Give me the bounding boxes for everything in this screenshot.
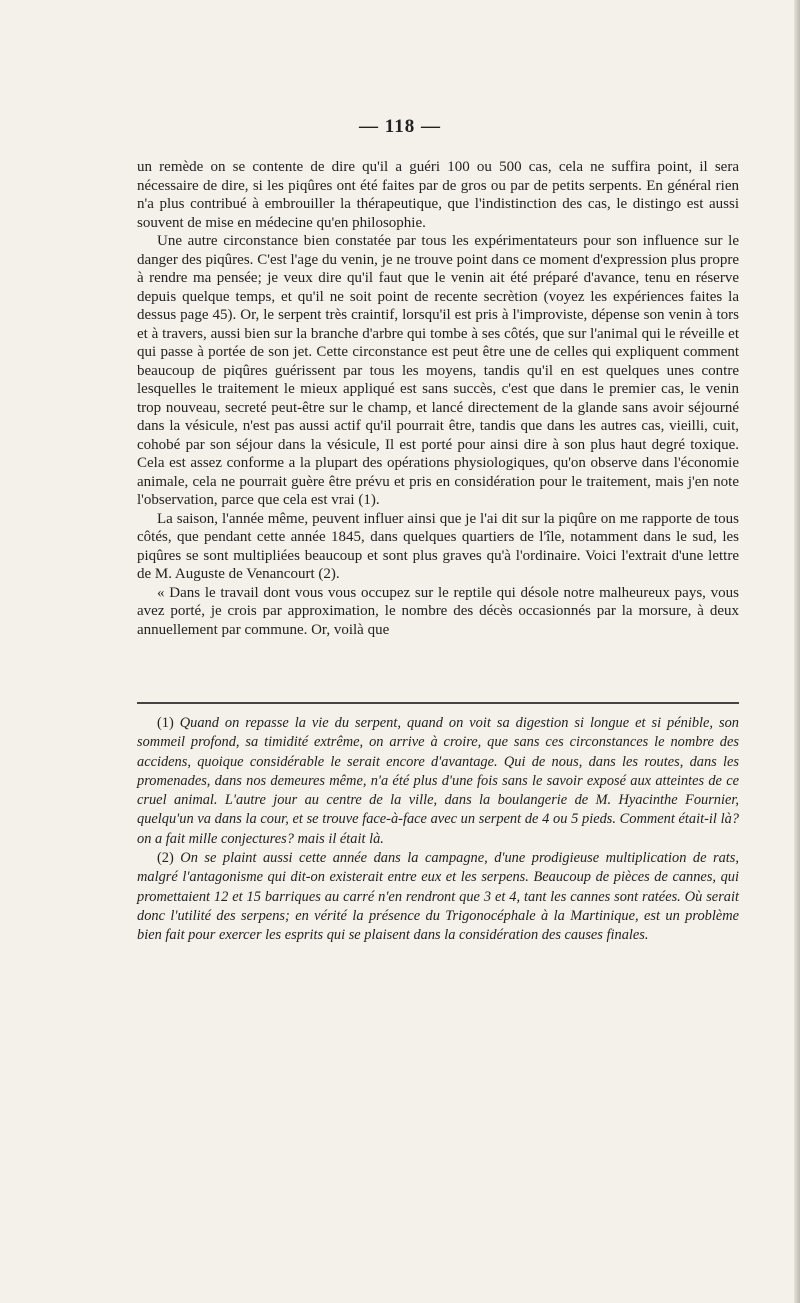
paragraph-1: un remède on se contente de dire qu'il a guéri 100 ou 500 cas, cela ne suffira point, il sera nécessaire de dire, si les piqûres ont été faites par de gros ou par de petits serpents. En général rien n'a plus contribué à embrouiller la thérapeutique, que l'indistinction des cas, le distingo est aussi souvent de mise en médecine qu'en philosophie.	[137, 159, 739, 231]
footnote-divider	[137, 702, 739, 704]
main-text	[137, 158, 739, 639]
footnote-1	[137, 714, 739, 849]
footnote-2	[137, 849, 739, 945]
footnote-1-text: Quand on repasse la vie du serpent, quand on voit sa digestion si longue et si pénible, son sommeil profond, sa timidité extrême, on arrive à croire, que sans ces circonstances le nombre des accidens, quoique considérable le serait encore d'avantage. Qui de nous, dans les routes, dans les promenades, dans nos demeures même, n'a été plus d'une fois sans le savoir exposé aux atteintes de ce cruel animal. L'autre jour au centre de la ville, dans la boulangerie de M. Hyacinthe Fournier, quelqu'un va dans la cour, et se trouve face-à-face avec un serpent de 4 ou 5 pieds. Comment était-il là? on a fait mille conjectures? mais il était là.	[137, 715, 739, 847]
footnote-2-text: On se plaint aussi cette année dans la campagne, d'une prodigieuse multiplication de rats, malgré l'antagonisme qui dit-on existerait entre eux et les serpens. Beaucoup de pièces de cannes, qui promettaient 12 et 15 barriques au carré n'en rendront que 3 et 4, tant les cannes sont ratées. Où serait donc l'utilité des serpens; en vérité la présence du Trigonocéphale à la Martinique, est un problème bien fait pour exercer les esprits qui se plaisent dans la considération des causes finales.	[137, 850, 739, 944]
footnote-2-mark: (2)	[157, 850, 174, 867]
page-number: — 118 —	[359, 116, 441, 137]
page-edge-shadow	[794, 0, 800, 1303]
paragraph-2: Une autre circonstance bien constatée par tous les expérimentateurs pour son influence sur le danger des piqûres. C'est l'age du venin, je ne trouve point dans ce moment d'expression plus propre à rendre ma pensée; je veux dire qu'il faut que le venin ait été préparé d'avance, tenu en réserve depuis quelque temps, et qu'il ne soit point de recente secrètion (voyez les expériences faites la dessus page 45). Or, le serpent très craintif, lorsqu'il est pris à l'improviste, dépense son venin à tors et à travers, aussi bien sur la branche d'arbre qui tombe à ses côtés, que sur l'animal qui le réveille et qui passe à portée de son jet. Cette circonstance est peut être une de celles qui expliquent comment beaucoup de piqûres guérissent par tous les moyens, tandis qu'il en est quelques unes contre lesquelles le traitement le mieux appliqué est sans succès, c'est que dans le premier cas, le venin trop nouveau, secreté peut-être sur le champ, et lancé directement de la glande sans avoir séjourné dans la vésicule, n'est pas aussi actif qu'il pourrait être, tandis que dans les autres cas, vieilli, cuit, cohobé par son séjour dans la vésicule, Il est porté pour ainsi dire à son plus haut degré toxique. Cela est assez conforme a la plupart des opérations physiologiques, qu'on observe dans l'économie animale, cela ne pourrait guère être prévu et pris en considération pour le traitement, mais j'en note l'observation, parce que cela est vrai (1).	[137, 233, 739, 508]
footnote-1-mark: (1)	[157, 715, 174, 731]
paragraph-3: La saison, l'année même, peuvent influer ainsi que je l'ai dit sur la piqûre on me rapporte de tous côtés, que pendant cette année 1845, dans quelques quartiers de l'île, notamment dans le sud, les piqûres se sont multipliées beaucoup et sont plus graves qu'à l'ordinaire. Voici l'extrait d'une lettre de M. Auguste de Venancourt (2).	[137, 510, 739, 582]
paragraph-4: « Dans le travail dont vous vous occupez sur le reptile qui désole notre malheureux pays, vous avez porté, je crois par approximation, le nombre des décès occasionnés par la morsure, à deux annuellement par commune. Or, voilà que	[137, 584, 739, 638]
footnotes	[137, 714, 739, 946]
